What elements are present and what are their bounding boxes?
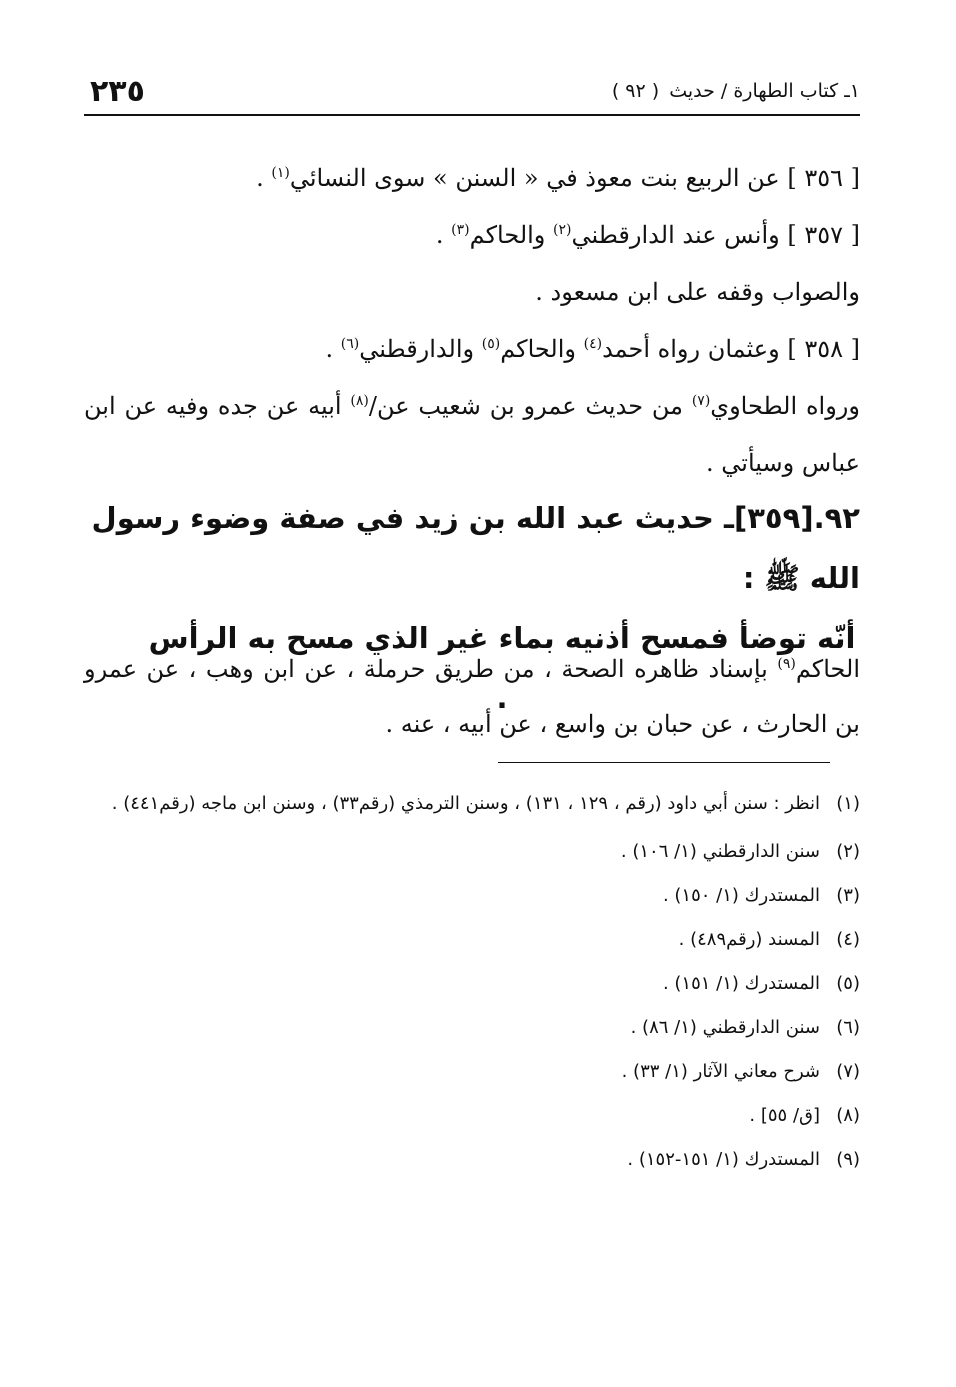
footnote-marker: (٥) [481, 336, 501, 352]
body-line: [ ٣٥٦ ] عن الربيع بنت معوذ في « السنن » سوى النسائي$^{(١)}$ . [256, 164, 860, 192]
footnote-text: سنن الدارقطني (١/ ٨٦) . [630, 1017, 820, 1038]
footnote-number: (٢) [836, 841, 860, 862]
footnote-marker: (٩) [777, 656, 796, 672]
footnote [84, 1050, 860, 1094]
footnote [84, 918, 860, 962]
footnote [84, 830, 860, 874]
hadith-reference: ( ٩٢ ) [611, 80, 660, 102]
footnote-marker: (٧) [691, 393, 711, 409]
footnotes [84, 786, 860, 1182]
footnote-number: (٣) [836, 885, 860, 906]
footnote [84, 962, 860, 1006]
footnote-marker: (٤) [583, 336, 603, 352]
footnote-marker: (١) [271, 165, 290, 181]
footnote [84, 1094, 860, 1138]
footnote-number: (٩) [836, 1149, 860, 1170]
footnote-number: (٨) [836, 1105, 860, 1126]
footnote-number: (٧) [836, 1061, 860, 1082]
footnote-marker: (٢) [553, 222, 572, 238]
footnote [84, 786, 860, 822]
hadith-text: أنّه توضأ فمسح أذنيه بماء غير الذي مسح به الرأس . [148, 621, 856, 715]
body-line: [ ٣٥٨ ] وعثمان رواه أحمد$^{(٤)}$ والحاكم$^{(٥)}$ والدارقطني$^{(٦)}$ . [325, 335, 860, 363]
footnote [84, 874, 860, 918]
footnote-number: (٦) [836, 1017, 860, 1038]
footnote-text: المسند (رقم٤٨٩) . [678, 929, 820, 950]
footnote-marker: (٨) [350, 393, 369, 409]
footnote-number: (١) [836, 793, 860, 814]
footnote [84, 1138, 860, 1182]
body-line: [ ٣٥٧ ] وأنس عند الدارقطني$^{(٢)}$ والحاكم$^{(٣)}$ . [435, 221, 860, 249]
footnote-marker: (٦) [340, 336, 360, 352]
footnote-text: [ق/ ٥٥] . [749, 1105, 820, 1126]
footnote-marker: (٣) [451, 222, 470, 238]
footnote-text: سنن الدارقطني (١/ ١٠٦) . [620, 841, 820, 862]
footnote-number: (٤) [836, 929, 860, 950]
footnote-separator [498, 762, 830, 763]
hadith-sources: الحاكم$^{(٩)}$ بإسناد ظاهره الصحة ، من طريق حرملة ، عن ابن وهب ، عن عمرو بن الحارث ، عن حبان بن واسع ، عن أبيه ، عنه . [84, 655, 860, 738]
footnote-text: المستدرك (١/ ١٥١) . [662, 973, 820, 994]
hadith-title: ٩٢.[٣٥٩]ـ حديث عبد الله بن زيد في صفة وضوء رسول الله ﷺ : [91, 501, 860, 595]
running-title [612, 80, 860, 102]
footnote-text: انظر : سنن أبي داود (رقم ، ١٢٩ ، ١٣١) ، وسنن الترمذي (رقم٣٣) ، وسنن ابن ماجه (رقم٤٤١) . [111, 793, 820, 814]
footnote-number: (٥) [836, 973, 860, 994]
footnote-text: المستدرك (١/ ١٥٠) . [662, 885, 820, 906]
footnote [84, 1006, 860, 1050]
body-text [84, 150, 860, 492]
page-number: ٢٣٥ [90, 74, 145, 109]
chapter-title: ١ـ كتاب الطهارة / حديث [669, 80, 860, 102]
footnote-text: شرح معاني الآثار (١/ ٣٣) . [621, 1061, 820, 1082]
page-header [84, 72, 860, 116]
footnote-text: المستدرك (١/ ١٥١-١٥٢) . [627, 1149, 820, 1170]
body-line: والصواب وقفه على ابن مسعود . [535, 278, 860, 306]
body-line: ورواه الطحاوي$^{(٧)}$ من حديث عمرو بن شعيب عن/$^{(٨)}$ أبيه عن جده وفيه عن ابن عباس وسيأتي . [84, 392, 860, 477]
